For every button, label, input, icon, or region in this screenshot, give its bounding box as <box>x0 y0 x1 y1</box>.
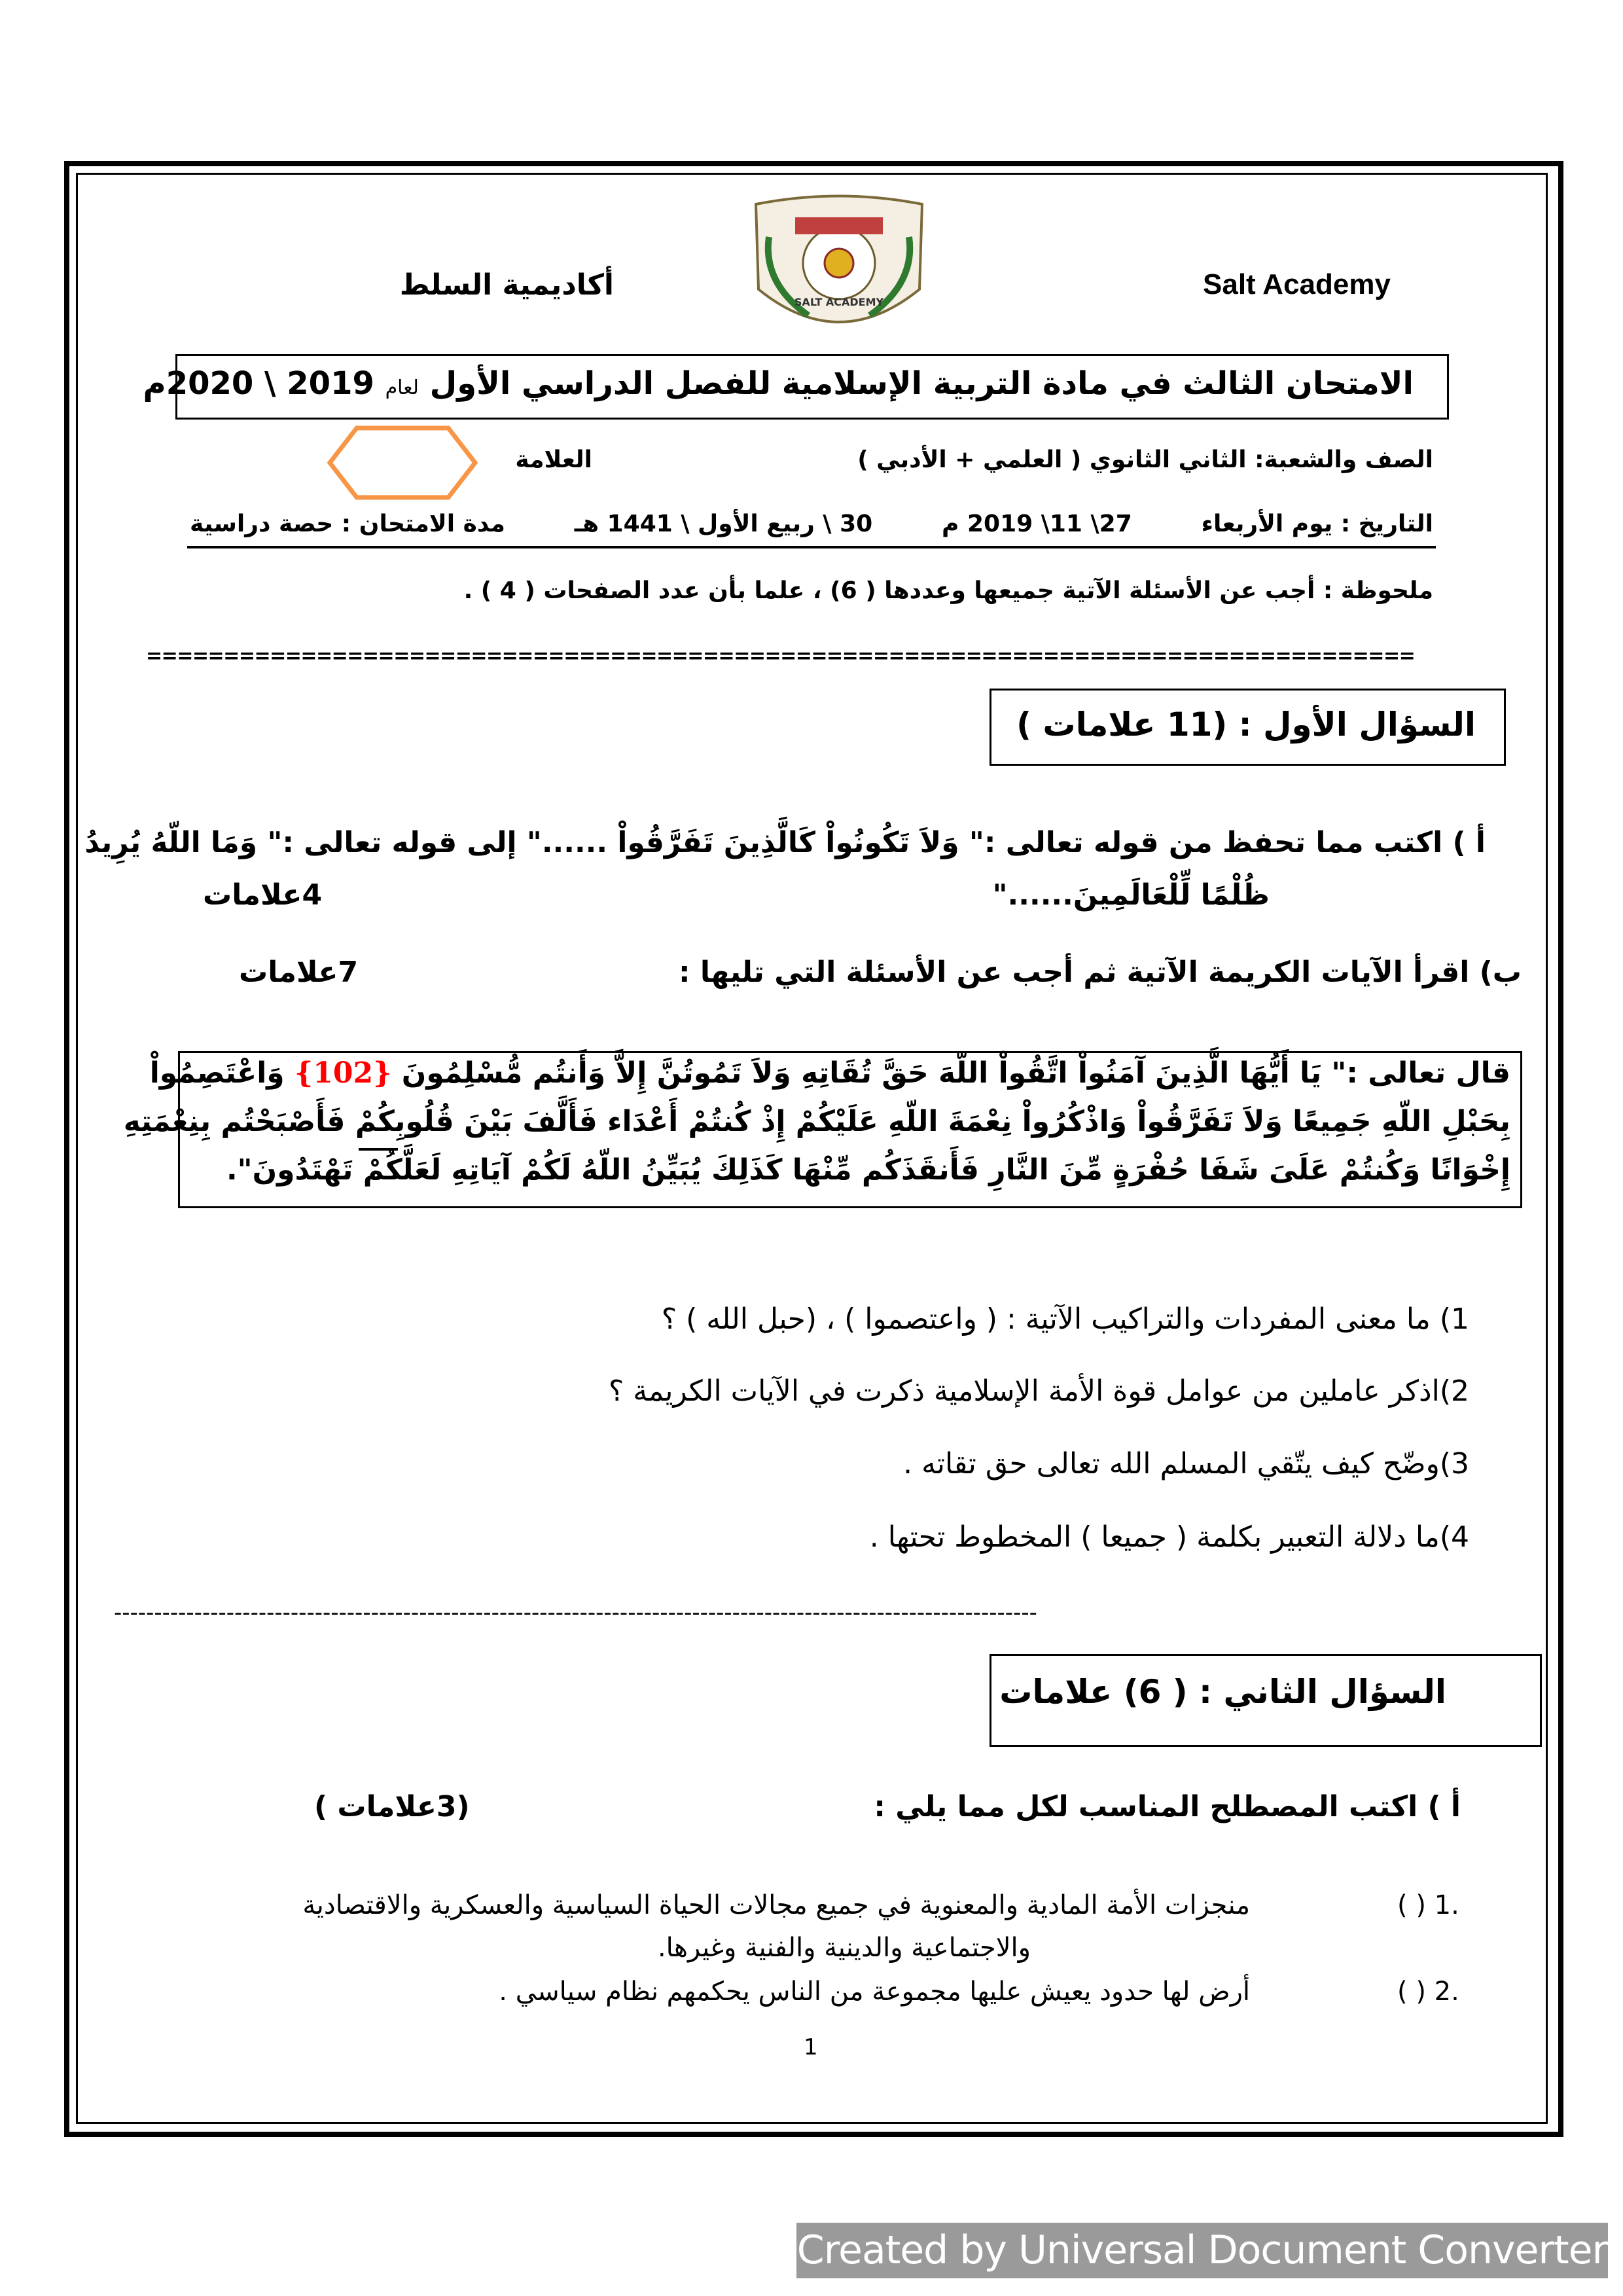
verse-text-1b: وَاعْتَصِمُواْ <box>149 1056 285 1090</box>
q2-item-1-text-cont: والاجتماعية والدينية والفنية وغيرها. <box>657 1933 1031 1963</box>
q2-item-2-text: أرض لها حدود يعيش عليها مجموعة من الناس يحكمهم نظام سياسي . <box>499 1977 1250 2007</box>
q1-a-marks: 4علامات <box>203 878 323 912</box>
exam-title <box>143 365 1414 402</box>
q1-b-label: ب) اقرأ الآيات الكريمة الآتية ثم أجب عن الأسئلة التي تليها : <box>678 956 1522 989</box>
svg-text:SALT ACADEMY: SALT ACADEMY <box>794 296 884 308</box>
header-underline <box>187 546 1436 548</box>
q2-item-1-number <box>1397 1890 1459 1920</box>
school-name-en: Salt Academy <box>1203 268 1391 300</box>
school-name-ar: أكاديمية السلط <box>399 268 614 302</box>
dash-separator: ------------------------------------------------------------------------------------------------------------------- <box>114 1600 1037 1626</box>
q1-question-4: 4)ما دلالة التعبير بكلمة ( جميعا ) المخطوط تحتها . <box>869 1520 1469 1554</box>
q1-question-3: 3)وضّح كيف يتّقي المسلم الله تعالى حق تقاته . <box>903 1447 1469 1480</box>
verse-line-3: إِخْوَانًا وَكُنتُمْ عَلَىَ شَفَا حُفْرَةٍ مِّنَ النَّارِ فَأَنقَذَكُم مِّنْهَا كَذَلِكَ يُبَيِّنُ اللّهُ لَكُمْ آيَاتِهِ لَعَلَّكُمْ تَهْتَدُونَ". <box>226 1153 1510 1187</box>
page-number: 1 <box>804 2034 818 2060</box>
verse-line-1 <box>150 1056 1510 1090</box>
q2-item-1-text: منجزات الأمة المادية والمعنوية في جميع مجالات الحياة السياسية والعسكرية والاقتصادية <box>302 1890 1250 1920</box>
q1-title: السؤال الأول : (11 علامات ) <box>1016 706 1476 744</box>
q1-a-line2: ظُلْمًا لِّلْعَالَمِينَ......" <box>992 878 1270 912</box>
q2-item-1-blank[interactable]: ( ) <box>1397 1890 1426 1920</box>
school-logo <box>743 191 935 346</box>
q1-question-2: 2)اذكر عاملين من عوامل قوة الأمة الإسلامية ذكرت في الآيات الكريمة ؟ <box>608 1374 1469 1408</box>
exam-duration: مدة الامتحان : حصة دراسية <box>190 511 505 537</box>
q2-a-label: أ ) اكتب المصطلح المناسب لكل مما يلي : <box>874 1790 1461 1823</box>
date-gregorian: 27\ 11\ 2019 م <box>942 511 1132 537</box>
jamee-underline <box>359 1148 398 1151</box>
equals-separator: ================================================================================== <box>146 645 1415 668</box>
q2-item-2-num: 2. <box>1434 1977 1459 2007</box>
date-hijri: 30 \ ربيع الأول \ 1441 هـ <box>574 511 873 537</box>
q2-a-marks: (3علامات ) <box>314 1790 470 1823</box>
exam-title-year: 2019 \ 2020م <box>143 365 374 402</box>
q1-b-marks: 7علامات <box>239 956 359 989</box>
watermark-text: Created by Universal Document Converter <box>796 2227 1608 2273</box>
date-row <box>190 511 1433 537</box>
class-label: الصف والشعبة: الثاني الثانوي ( العلمي + الأدبي ) <box>857 446 1433 473</box>
exam-note: ملحوظة : أجب عن الأسئلة الآتية جميعها وعددها ( 6) ، علما بأن عدد الصفحات ( 4 ) . <box>463 577 1433 604</box>
q2-item-2-blank[interactable]: ( ) <box>1397 1977 1426 2007</box>
q1-question-1: 1) ما معنى المفردات والتراكيب الآتية : ( واعتصموا ) ، (حبل الله ) ؟ <box>661 1302 1469 1336</box>
verse-text-1a: قال تعالى :" يَا أَيُّهَا الَّذِينَ آمَنُواْ اتَّقُواْ اللّهَ حَقَّ تُقَاتِهِ وَلاَ تَمُوتُنَّ إِلاَّ وَأَنتُم مُّسْلِمُونَ <box>401 1056 1510 1090</box>
exam-title-year-prefix: لعام <box>385 376 419 399</box>
exam-title-main: الامتحان الثالث في مادة التربية الإسلامية للفصل الدراسي الأول <box>429 365 1414 402</box>
watermark <box>796 2223 1608 2278</box>
mark-label: العلامة <box>515 446 592 473</box>
mark-hexagon <box>327 425 478 503</box>
q1-a-line1: أ ) اكتب مما تحفظ من قوله تعالى :" وَلاَ تَكُونُواْ كَالَّذِينَ تَفَرَّقُواْ ......" إلى قوله تعالى :" وَمَا اللّهُ يُرِيدُ <box>84 826 1486 859</box>
verse-line-2: بِحَبْلِ اللّهِ جَمِيعًا وَلاَ تَفَرَّقُواْ وَاذْكُرُواْ نِعْمَةَ اللّهِ عَلَيْكُمْ إِذْ كُنتُمْ أَعْدَاء فَأَلَّفَ بَيْنَ قُلُوبِكُمْ فَأَصْبَحْتُم بِنِعْمَتِهِ <box>123 1105 1510 1138</box>
date-label: التاريخ : يوم الأربعاء <box>1201 511 1433 537</box>
verse-number: {102} <box>294 1056 392 1090</box>
q2-title: السؤال الثاني : ( 6) علامات <box>999 1673 1446 1711</box>
q2-item-1-num: 1. <box>1434 1890 1459 1920</box>
q2-item-2-number <box>1397 1977 1459 2007</box>
